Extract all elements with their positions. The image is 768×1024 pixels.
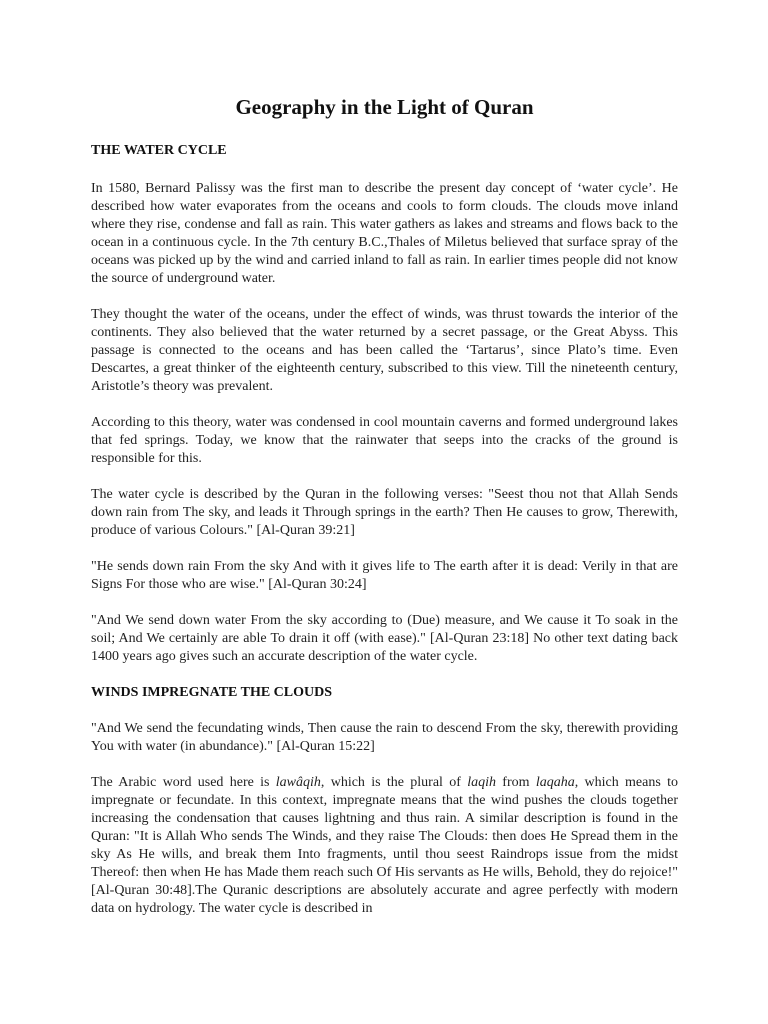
section-heading-water-cycle: THE WATER CYCLE [91, 143, 227, 158]
paragraph-text: , which is the plural of [320, 775, 468, 790]
paragraph: The water cycle is described by the Quran in the following verses: "Seest thou not that Allah Sends down rain from The sky, and leads it Through springs in the earth? Then He causes to grow, Therewith, produce of various Colours." [Al-Quran 39:21] [91, 487, 678, 538]
paragraph-text: The Arabic word used here is [91, 775, 276, 790]
paragraph: They thought the water of the oceans, under the effect of winds, was thrust towards the interior of the continents. They also believed that the water returned by a secret passage, or the Great Abyss. This passage is connected to the oceans and has been called the ‘Tartarus’, since Plato’s time. Even Descartes, a great thinker of the eighteenth century, subscribed to this view. Till the nineteenth century, Aristotle’s theory was prevalent. [91, 307, 678, 394]
paragraph: "And We send down water From the sky according to (Due) measure, and We cause it To soak in the soil; And We certainly are able To drain it off (with ease)." [Al-Quran 23:18] No other text dating back 1400 years ago gives such an accurate description of the water cycle. [91, 613, 678, 664]
document-title: Geography in the Light of Quran [235, 95, 534, 119]
document-page [91, 94, 678, 936]
paragraph-text: from [496, 775, 536, 790]
italic-word: laqaha [535, 775, 575, 790]
section-heading-winds: WINDS IMPREGNATE THE CLOUDS [91, 685, 333, 700]
paragraph: In 1580, Bernard Palissy was the first man to describe the present day concept of ‘water cycle’. He described how water evaporates from the oceans and cools to form clouds. The clouds move inland where they rise, condense and fall as rain. This water gathers as lakes and streams and flows back to the ocean in a continuous cycle. In the 7th century B.C.,Thales of Miletus believed that surface spray of the oceans was picked up by the wind and carried inland to fall as rain. In earlier times people did not know the source of underground water. [91, 181, 678, 286]
paragraph-text: , which means to impregnate or fecundate. In this context, impregnate means that the wind pushes the clouds together increasing the condensation that causes lightning and thus rain. A similar description is found in the Quran: "It is Allah Who sends The Winds, and they raise The Clouds: then does He Spread them in the sky As He wills, and break them Into fragments, until thou seest Raindrops issue from the midst Thereof: then when He has Made them reach such Of His servants as He wills, Behold, they do rejoice!" [Al-Quran 30:48].The Quranic descriptions are absolutely accurate and agree perfectly with modern data on hydrology. The water cycle is described in [91, 775, 679, 916]
italic-word: laqih [467, 775, 496, 790]
paragraph: According to this theory, water was condensed in cool mountain caverns and formed underground lakes that fed springs. Today, we know that the rainwater that seeps into the cracks of the ground is responsible for this. [91, 415, 678, 466]
paragraph [91, 774, 678, 918]
paragraph: "And We send the fecundating winds, Then cause the rain to descend From the sky, therewith providing You with water (in abundance)." [Al-Quran 15:22] [91, 721, 678, 754]
italic-word: lawâqih [275, 775, 321, 790]
paragraph: "He sends down rain From the sky And with it gives life to The earth after it is dead: Verily in that are Signs For those who are wise." [Al-Quran 30:24] [91, 559, 678, 592]
